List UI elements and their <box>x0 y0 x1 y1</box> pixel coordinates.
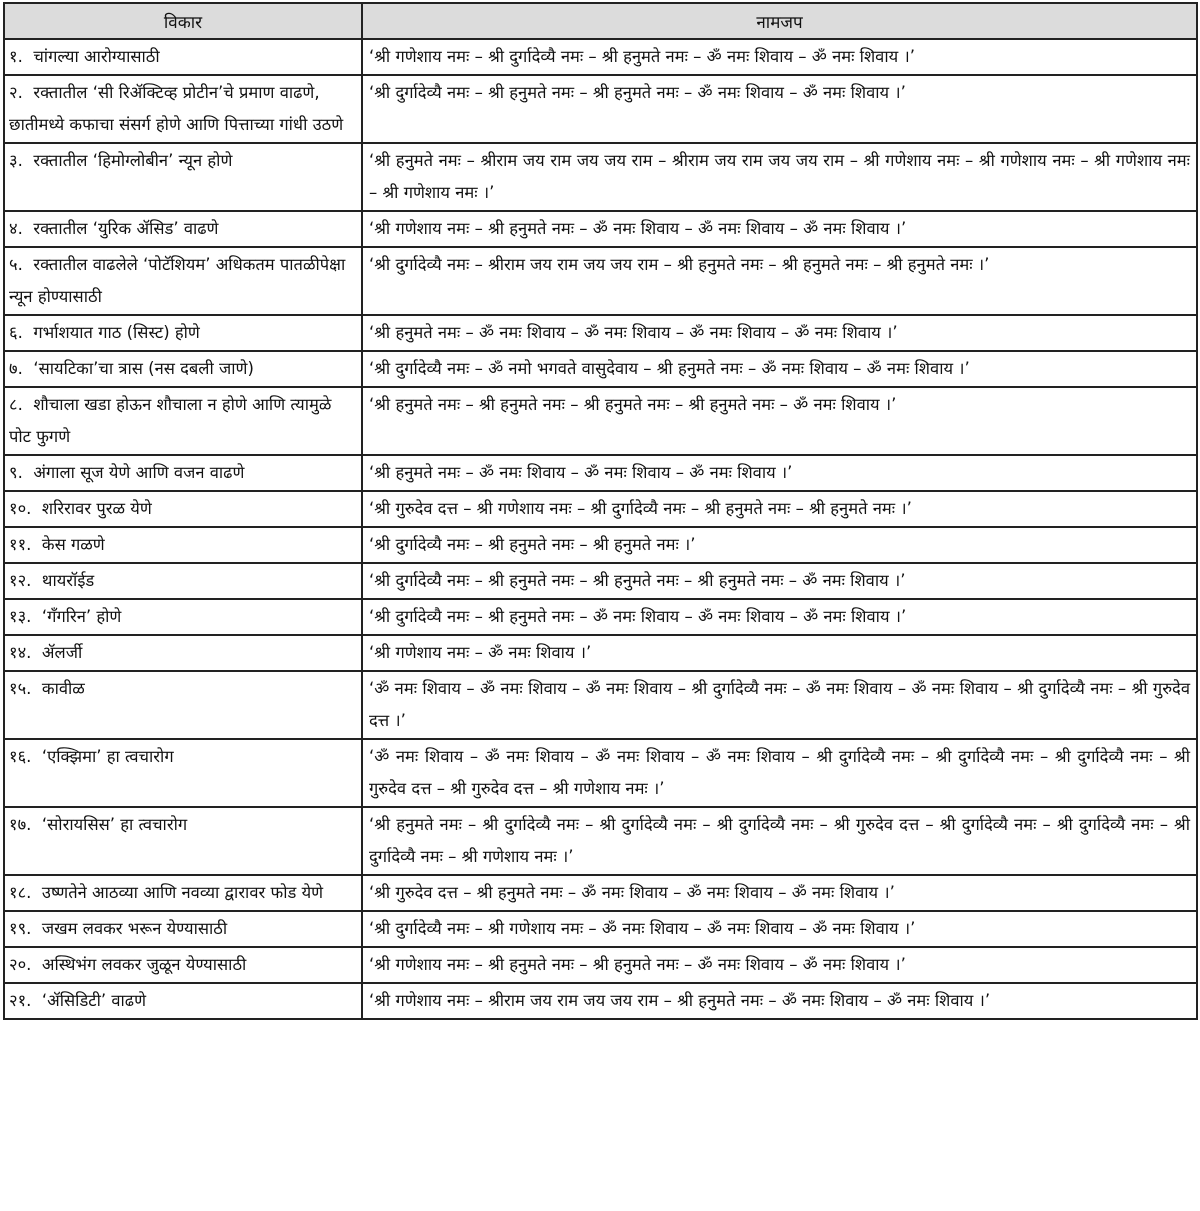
chant-cell: ‘श्री दुर्गादेव्यै नमः – श्री हनुमते नमः – श्री हनुमते नमः – ॐ नमः शिवाय – ॐ नमः शिवाय ।’ <box>362 75 1197 143</box>
chant-cell: ‘श्री हनुमते नमः – ॐ नमः शिवाय – ॐ नमः शिवाय – ॐ नमः शिवाय – ॐ नमः शिवाय ।’ <box>362 315 1197 351</box>
table-row <box>4 911 1197 947</box>
table-row <box>4 527 1197 563</box>
row-number: ३. <box>9 151 23 170</box>
disorder-cell <box>4 315 362 351</box>
disorder-cell <box>4 143 362 211</box>
row-number: ४. <box>9 219 23 238</box>
chant-cell: ‘श्री दुर्गादेव्यै नमः – श्री हनुमते नमः – श्री हनुमते नमः – श्री हनुमते नमः – ॐ नमः शिवाय ।’ <box>362 563 1197 599</box>
disorder-cell <box>4 247 362 315</box>
disorder-label: रक्तातील ‘सी रिॲक्टिव्ह प्रोटीन’चे प्रमाण वाढणे, छातीमध्ये कफाचा संसर्ग होणे आणि पित्ताच्या गांधी उठणे <box>9 83 344 134</box>
table-row <box>4 39 1197 75</box>
disorder-cell <box>4 491 362 527</box>
disorder-label: ‘सायटिका’चा त्रास (नस दबली जाणे) <box>33 359 254 378</box>
row-number: १५. <box>9 679 32 698</box>
table-row <box>4 143 1197 211</box>
chant-cell: ‘श्री दुर्गादेव्यै नमः – श्री गणेशाय नमः – ॐ नमः शिवाय – ॐ नमः शिवाय – ॐ नमः शिवाय ।’ <box>362 911 1197 947</box>
row-number: ६. <box>9 323 23 342</box>
disorder-cell <box>4 739 362 807</box>
chant-cell: ‘श्री दुर्गादेव्यै नमः – श्री हनुमते नमः – ॐ नमः शिवाय – ॐ नमः शिवाय – ॐ नमः शिवाय ।’ <box>362 599 1197 635</box>
row-number: ८. <box>9 395 23 414</box>
disorder-label: कावीळ <box>41 679 85 698</box>
chant-cell: ‘श्री हनुमते नमः – श्री हनुमते नमः – श्री हनुमते नमः – श्री हनुमते नमः – ॐ नमः शिवाय ।’ <box>362 387 1197 455</box>
row-number: ७. <box>9 359 23 378</box>
disorder-cell <box>4 599 362 635</box>
disorder-label: शौचाला खडा होऊन शौचाला न होणे आणि त्यामुळे पोट फुगणे <box>9 395 332 446</box>
disorder-cell <box>4 351 362 387</box>
table-row <box>4 491 1197 527</box>
disorder-label: ‘गँगरिन’ होणे <box>41 607 122 626</box>
row-number: २. <box>9 83 23 102</box>
table-row <box>4 211 1197 247</box>
table-row <box>4 315 1197 351</box>
row-number: १४. <box>9 643 32 662</box>
row-number: २१. <box>9 991 32 1010</box>
chant-cell: ‘श्री हनुमते नमः – श्री दुर्गादेव्यै नमः – श्री दुर्गादेव्यै नमः – श्री दुर्गादेव्यै नमः – श्री गुरुदेव दत्त – श्री दुर्गादेव्यै नमः – श्री दुर्गादेव्यै नमः – श्री दुर्गादेव्यै नमः – श्री गणेशाय नमः ।’ <box>362 807 1197 875</box>
disorder-label: रक्तातील वाढलेले ‘पोटॅशियम’ अधिकतम पातळीपेक्षा न्यून होण्यासाठी <box>9 255 346 306</box>
disorder-cell <box>4 455 362 491</box>
table-row <box>4 455 1197 491</box>
disorder-cell <box>4 635 362 671</box>
disorder-cell <box>4 671 362 739</box>
table-row <box>4 983 1197 1019</box>
header-disorder: विकार <box>4 3 362 39</box>
disorder-cell <box>4 211 362 247</box>
table-row <box>4 875 1197 911</box>
row-number: १९. <box>9 919 32 938</box>
disorder-label: ‘सोरायसिस’ हा त्वचारोग <box>41 815 188 834</box>
row-number: १२. <box>9 571 32 590</box>
disorder-label: शरिरावर पुरळ येणे <box>41 499 152 518</box>
disorder-cell <box>4 875 362 911</box>
row-number: २०. <box>9 955 32 974</box>
disorder-label: थायरॉईड <box>41 571 95 590</box>
table-row <box>4 671 1197 739</box>
disorder-cell <box>4 983 362 1019</box>
row-number: १८. <box>9 883 32 902</box>
row-number: ५. <box>9 255 23 274</box>
disorder-cell <box>4 75 362 143</box>
chant-cell: ‘श्री गणेशाय नमः – श्री हनुमते नमः – श्री हनुमते नमः – ॐ नमः शिवाय – ॐ नमः शिवाय ।’ <box>362 947 1197 983</box>
table-row <box>4 807 1197 875</box>
chant-cell: ‘ॐ नमः शिवाय – ॐ नमः शिवाय – ॐ नमः शिवाय – ॐ नमः शिवाय – श्री दुर्गादेव्यै नमः – श्री दुर्गादेव्यै नमः – श्री दुर्गादेव्यै नमः – श्री गुरुदेव दत्त – श्री गुरुदेव दत्त – श्री गणेशाय नमः ।’ <box>362 739 1197 807</box>
disorder-cell <box>4 807 362 875</box>
chant-cell: ‘ॐ नमः शिवाय – ॐ नमः शिवाय – ॐ नमः शिवाय – श्री दुर्गादेव्यै नमः – ॐ नमः शिवाय – ॐ नमः शिवाय – श्री दुर्गादेव्यै नमः – श्री गुरुदेव दत्त ।’ <box>362 671 1197 739</box>
disorder-label: उष्णतेने आठव्या आणि नवव्या द्वारावर फोड येणे <box>41 883 324 902</box>
disorder-cell <box>4 947 362 983</box>
disorder-label: ॲलर्जी <box>41 643 83 662</box>
table-row <box>4 351 1197 387</box>
row-number: १६. <box>9 747 32 766</box>
chant-cell: ‘श्री दुर्गादेव्यै नमः – श्री हनुमते नमः – श्री हनुमते नमः ।’ <box>362 527 1197 563</box>
disorder-label: रक्तातील ‘युरिक ॲसिड’ वाढणे <box>33 219 219 238</box>
row-number: १७. <box>9 815 32 834</box>
table-row <box>4 75 1197 143</box>
disorder-cell <box>4 39 362 75</box>
chant-cell: ‘श्री गुरुदेव दत्त – श्री गणेशाय नमः – श्री दुर्गादेव्यै नमः – श्री हनुमते नमः – श्री हनुमते नमः ।’ <box>362 491 1197 527</box>
row-number: १. <box>9 47 23 66</box>
header-row <box>4 3 1197 39</box>
chant-cell: ‘श्री दुर्गादेव्यै नमः – श्रीराम जय राम जय जय राम – श्री हनुमते नमः – श्री हनुमते नमः – श्री हनुमते नमः ।’ <box>362 247 1197 315</box>
table-row <box>4 563 1197 599</box>
disorder-label: चांगल्या आरोग्यासाठी <box>33 47 160 66</box>
disorder-label: अंगाला सूज येणे आणि वजन वाढणे <box>33 463 245 482</box>
row-number: १०. <box>9 499 32 518</box>
table-row <box>4 947 1197 983</box>
disorder-label: रक्तातील ‘हिमोग्लोबीन’ न्यून होणे <box>33 151 233 170</box>
disorder-cell <box>4 911 362 947</box>
disorder-cell <box>4 527 362 563</box>
chant-cell: ‘श्री गुरुदेव दत्त – श्री हनुमते नमः – ॐ नमः शिवाय – ॐ नमः शिवाय – ॐ नमः शिवाय ।’ <box>362 875 1197 911</box>
table-row <box>4 599 1197 635</box>
chant-cell: ‘श्री गणेशाय नमः – श्री दुर्गादेव्यै नमः – श्री हनुमते नमः – ॐ नमः शिवाय – ॐ नमः शिवाय ।’ <box>362 39 1197 75</box>
table-row <box>4 635 1197 671</box>
row-number: १३. <box>9 607 32 626</box>
disorder-label: जखम लवकर भरून येण्यासाठी <box>41 919 228 938</box>
chant-cell: ‘श्री गणेशाय नमः – ॐ नमः शिवाय ।’ <box>362 635 1197 671</box>
table-row <box>4 247 1197 315</box>
disorder-cell <box>4 387 362 455</box>
table-row <box>4 739 1197 807</box>
chant-cell: ‘श्री हनुमते नमः – ॐ नमः शिवाय – ॐ नमः शिवाय – ॐ नमः शिवाय ।’ <box>362 455 1197 491</box>
table-body <box>4 39 1197 1019</box>
disorder-label: केस गळणे <box>41 535 105 554</box>
disorder-label: गर्भाशयात गाठ (सिस्ट) होणे <box>33 323 200 342</box>
remedy-table-container <box>3 2 1196 1020</box>
row-number: ९. <box>9 463 23 482</box>
chant-cell: ‘श्री दुर्गादेव्यै नमः – ॐ नमो भगवते वासुदेवाय – श्री हनुमते नमः – ॐ नमः शिवाय – ॐ नमः शिवाय ।’ <box>362 351 1197 387</box>
disorder-cell <box>4 563 362 599</box>
disorder-label: अस्थिभंग लवकर जुळून येण्यासाठी <box>41 955 247 974</box>
row-number: ११. <box>9 535 32 554</box>
table-row <box>4 387 1197 455</box>
remedy-table <box>3 2 1198 1020</box>
chant-cell: ‘श्री गणेशाय नमः – श्रीराम जय राम जय जय राम – श्री हनुमते नमः – ॐ नमः शिवाय – ॐ नमः शिवाय ।’ <box>362 983 1197 1019</box>
header-chant: नामजप <box>362 3 1197 39</box>
disorder-label: ‘ॲसिडिटी’ वाढणे <box>41 991 147 1010</box>
chant-cell: ‘श्री गणेशाय नमः – श्री हनुमते नमः – ॐ नमः शिवाय – ॐ नमः शिवाय – ॐ नमः शिवाय ।’ <box>362 211 1197 247</box>
chant-cell: ‘श्री हनुमते नमः – श्रीराम जय राम जय जय राम – श्रीराम जय राम जय जय राम – श्री गणेशाय नमः – श्री गणेशाय नमः – श्री गणेशाय नमः – श्री गणेशाय नमः ।’ <box>362 143 1197 211</box>
disorder-label: ‘एक्झिमा’ हा त्वचारोग <box>41 747 174 766</box>
